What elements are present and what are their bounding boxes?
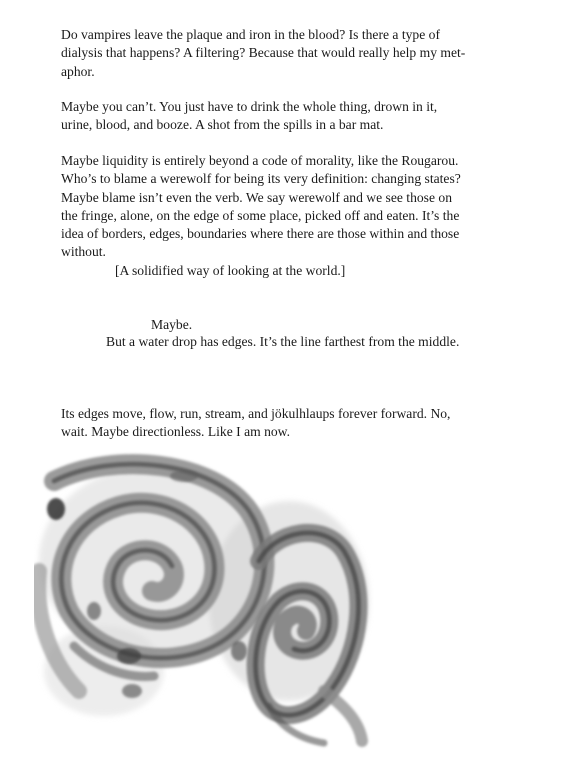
- text-line: the fringe, alone, on the edge of some place, picked off and eaten. It’s the: [61, 207, 460, 223]
- text-line: dialysis that happens? A filtering? Because that would really help my met-: [61, 45, 466, 61]
- text-line: without.: [61, 244, 106, 260]
- text-line: Do vampires leave the plaque and iron in the blood? Is there a type of: [61, 27, 440, 42]
- paragraph-liquidity: [61, 152, 511, 262]
- text-line: Maybe you can’t. You just have to drink the whole thing, drown in it,: [61, 99, 438, 114]
- text-line: Its edges move, flow, run, stream, and jökulhlaups forever forward. No,: [61, 406, 451, 421]
- maybe-line: Maybe.: [151, 317, 193, 332]
- text-line: Maybe blame isn’t even the verb. We say werewolf and we see those on: [61, 189, 452, 205]
- water-drop-line: But a water drop has edges. It’s the line farthest from the middle.: [106, 334, 460, 349]
- paragraph-drink: [61, 98, 511, 135]
- text-line: Who’s to blame a werewolf for being its very definition: changing states?: [61, 171, 461, 187]
- text-line: Maybe liquidity is entirely beyond a code of morality, like the Rougarou.: [61, 153, 459, 168]
- text-line: urine, blood, and booze. A shot from the spills in a bar mat.: [61, 117, 384, 133]
- text-line: idea of borders, edges, boundaries where there are those within and those: [61, 226, 460, 242]
- text-line: wait. Maybe directionless. Like I am now.: [61, 424, 291, 440]
- text-line: aphor.: [61, 63, 95, 79]
- paragraph-edges: [61, 405, 511, 442]
- bracket-line: [A solidified way of looking at the world.]: [115, 263, 346, 278]
- paragraph-vampires: [61, 26, 511, 81]
- ink-spiral-illustration: [34, 451, 374, 751]
